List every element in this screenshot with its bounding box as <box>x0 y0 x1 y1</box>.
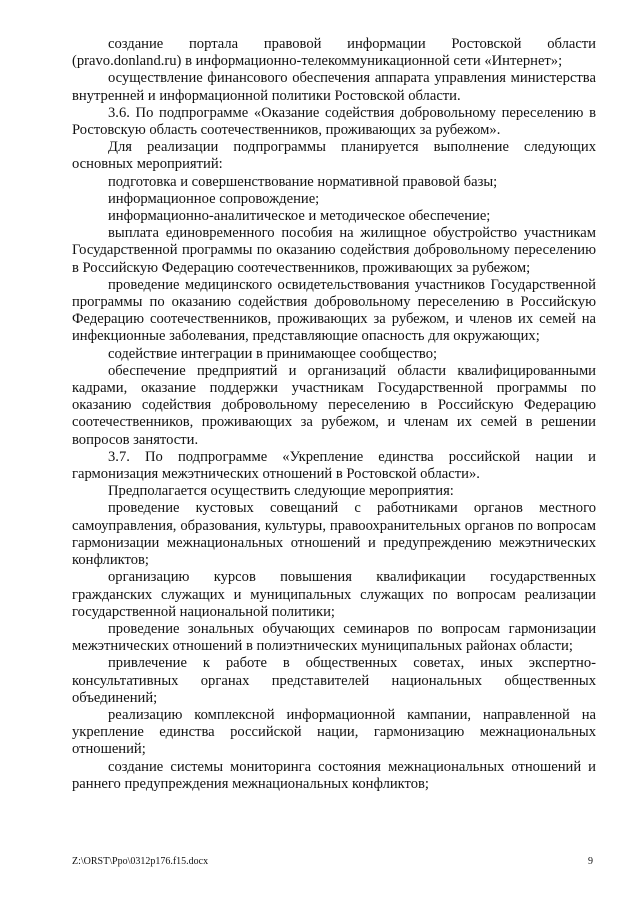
paragraph: Предполагается осуществить следующие мероприятия: <box>108 483 454 500</box>
list-item: обеспечение предприятий и организаций области квалифицированными кадрами, оказание поддержки участникам Государственной программы по оказанию содействия добровольному переселению в Российскую Федерацию соотечественников, проживающих за рубежом, и членам их семей в решении вопросов занятости. <box>72 362 596 448</box>
list-item: информационное сопровождение; <box>108 190 320 207</box>
list-item: проведение зональных обучающих семинаров по вопросам гармонизации межэтнических отношений в полиэтнических муниципальных районах области; <box>72 620 596 655</box>
footer-file-path: Z:\ORST\Ppo\0312p176.f15.docx <box>72 856 209 867</box>
list-item: подготовка и совершенствование нормативной правовой базы; <box>108 173 498 190</box>
paragraph: осуществление финансового обеспечения аппарата управления министерства внутренней и информационной политики Ростовской области. <box>72 70 596 104</box>
list-item: привлечение к работе в общественных советах, иных экспертно-консультативных органах представителей национальных общественных объединений; <box>72 655 596 706</box>
section-heading: 3.6. По подпрограмме «Оказание содействия добровольному переселению в Ростовскую область соотечественников, проживающих за рубежом». <box>72 104 596 139</box>
paragraph: создание портала правовой информации Ростовской области (pravo.donland.ru) в информационно-телекоммуникационной сети «Интернет»; <box>72 36 596 70</box>
list-item: содействие интеграции в принимающее сообщество; <box>108 345 438 362</box>
list-item: организацию курсов повышения квалификации государственных гражданских служащих и муниципальных служащих по вопросам реализации государственной национальной политики; <box>72 569 596 620</box>
page-number: 9 <box>588 856 593 867</box>
list-item: информационно-аналитическое и методическое обеспечение; <box>108 208 491 225</box>
paragraph: Для реализации подпрограммы планируется выполнение следующих основных мероприятий: <box>72 139 596 173</box>
list-item: проведение медицинского освидетельствования участников Государственной программы по оказанию содействия добровольному переселению в Российскую Федерацию соотечественников, проживающих за рубежом, и членов их семей на инфекционные заболевания, представляющие опасность для окружающих; <box>72 276 596 345</box>
document-body <box>72 36 596 793</box>
list-item: проведение кустовых совещаний с работниками органов местного самоуправления, образования, культуры, правоохранительных органов по вопросам гармонизации межнациональных отношений и предупреждению межэтнических конфликтов; <box>72 500 596 569</box>
list-item: выплата единовременного пособия на жилищное обустройство участникам Государственной программы по оказанию содействия добровольному переселению в Российскую Федерацию соотечественников, проживающих за рубежом; <box>72 225 596 276</box>
section-heading: 3.7. По подпрограмме «Укрепление единства российской нации и гармонизация межэтнических отношений в Ростовской области». <box>72 448 596 483</box>
list-item: создание системы мониторинга состояния межнациональных отношений и раннего предупреждения межнациональных конфликтов; <box>72 758 596 792</box>
list-item: реализацию комплексной информационной кампании, направленной на укрепление единства российской нации, гармонизацию межнациональных отношений; <box>72 706 596 758</box>
